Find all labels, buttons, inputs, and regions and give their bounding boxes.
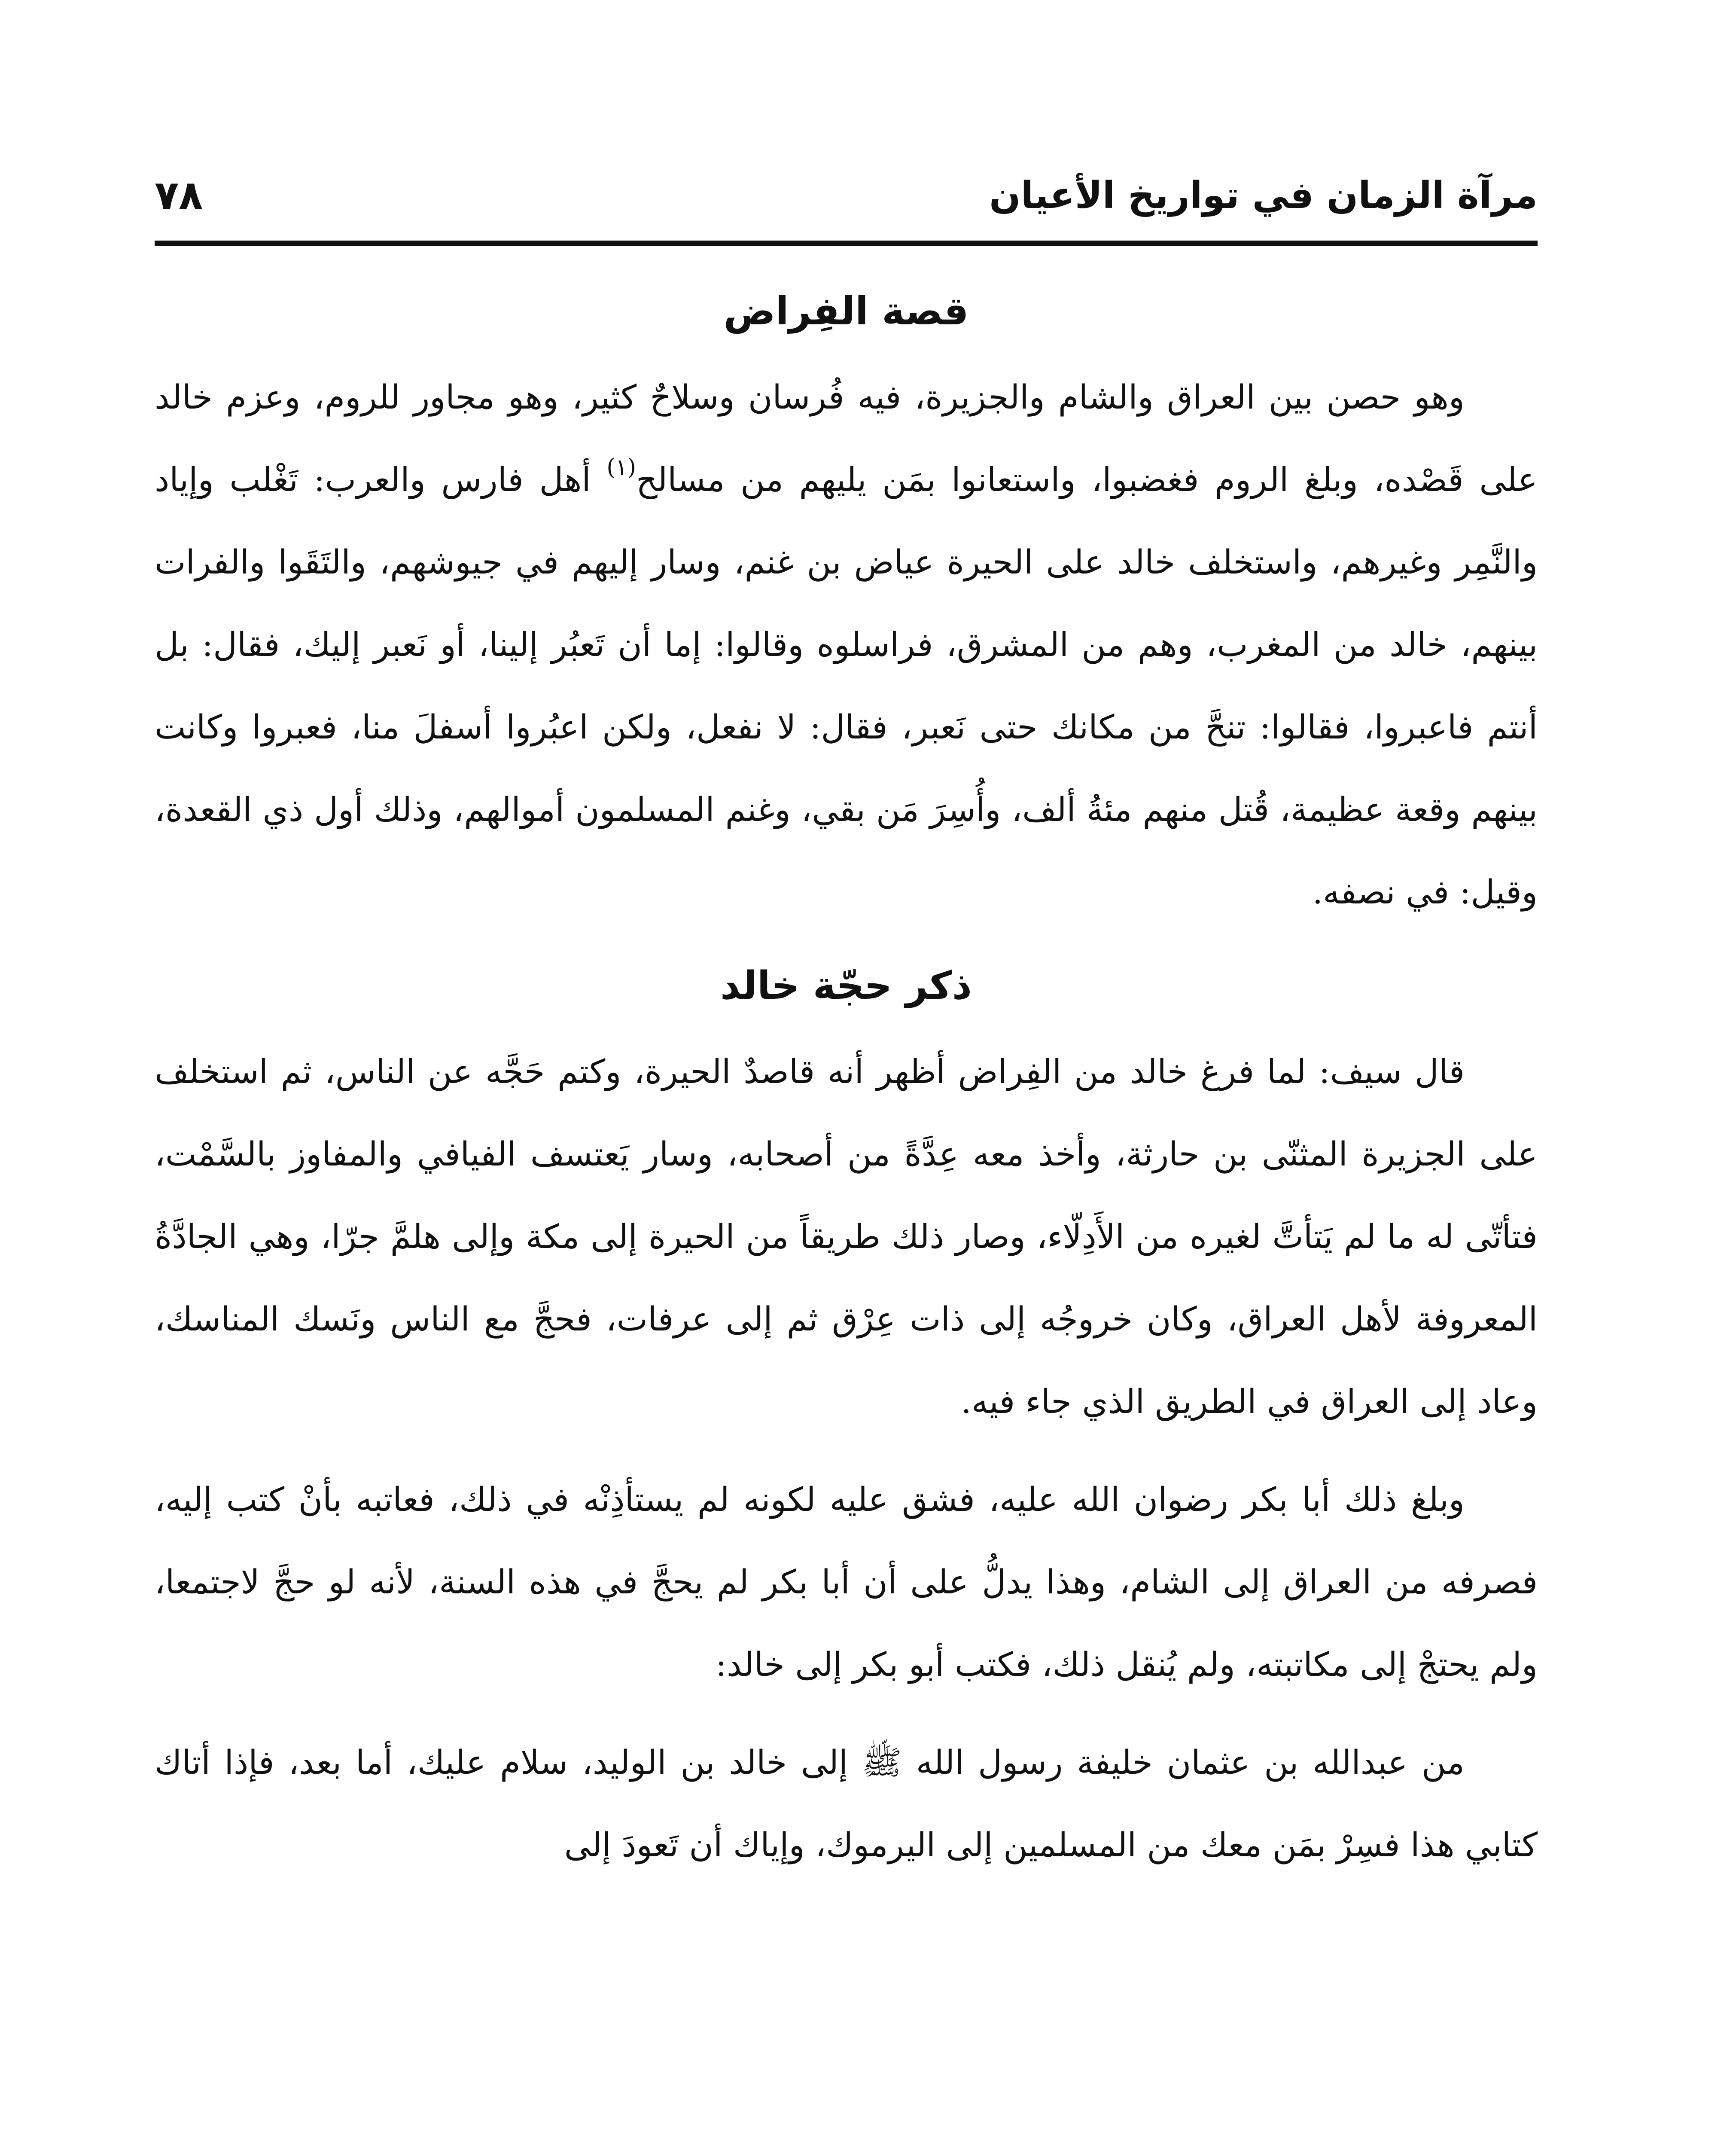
- running-title: مرآة الزمان في تواريخ الأعيان: [989, 174, 1538, 217]
- paragraph-hajj-2: وبلغ ذلك أبا بكر رضوان الله عليه، فشق عليه لكونه لم يستأذِنْه في ذلك، فعاتبه بأنْ كتب إليه، فصرفه من العراق إلى الشام، وهذا يدلُّ على أن أبا بكر لم يحجَّ في هذه السنة، لأنه لو حجَّ لاجتمعا، ولم يحتجْ إلى مكاتبته، ولم يُنقل ذلك، فكتب أبو بكر إلى خالد:: [155, 1481, 1538, 1684]
- paragraph-hajj-3: من عبدالله بن عثمان خليفة رسول الله ﷺ إلى خالد بن الوليد، سلام عليك، أما بعد، فإذا أتاك كتابي هذا فسِرْ بمَن معك من المسلمين إلى اليرموك، وإياك أن تَعودَ إلى: [155, 1744, 1538, 1864]
- paragraph-hajj-1: قال سيف: لما فرغ خالد من الفِراض أظهر أنه قاصدٌ الحيرة، وكتم حَجَّه عن الناس، ثم استخلف على الجزيرة المثنّى بن حارثة، وأخذ معه عِدَّةً من أصحابه، وسار يَعتسف الفيافي والمفاوز بالسَّمْت، فتأتّى له ما لم يَتأتَّ لغيره من الأَدِلّاء، وصار ذلك طريقاً من الحيرة إلى مكة وإلى هلمَّ جرّا، وهي الجادَّةُ المعروفة لأهل العراق، وكان خروجُه إلى ذات عِرْق ثم إلى عرفات، فحجَّ مع الناس ونَسك المناسك، وعاد إلى العراق في الطريق الذي جاء فيه.: [155, 1053, 1538, 1421]
- header-rule: [155, 241, 1538, 246]
- paragraph-firad: [155, 357, 1538, 934]
- page-body: [155, 275, 1538, 1902]
- footnote-reference: (١): [606, 455, 636, 480]
- paragraph-text-continued: أهل فارس والعرب: تَغْلب وإياد والنَّمِر وغيرهم، واستخلف خالد على الحيرة عياض بن غنم، وسار إليهم في جيوشهم، والتَقَوا والفرات بينهم، خالد من المغرب، وهم من المشرق، فراسلوه وقالوا: إما أن تَعبُر إلينا، أو نَعبر إليك، فقال: بل أنتم فاعبروا، فقالوا: تنحَّ من مكانك حتى نَعبر، فقال: لا نفعل، ولكن اعبُروا أسفلَ منا، فعبروا وكانت بينهم وقعة عظيمة، قُتل منهم مئةُ ألف، وأُسِرَ مَن بقي، وغنم المسلمون أموالهم، وذلك أول ذي القعدة، وقيل: في نصفه.: [155, 461, 1538, 912]
- paragraph-text: وهو حصن بين العراق والشام والجزيرة، فيه فُرسان وسلاحٌ كثير، وهو مجاور للروم، وعزم خالد على قَصْده، وبلغ الروم فغضبوا، واستعانوا بمَن يليهم من مسالح: [155, 378, 1538, 499]
- page-header: [155, 155, 1538, 232]
- section-heading-khalid-hajj: ذكر حجّة خالد: [720, 963, 972, 1008]
- section-heading-firad: قصة الفِراض: [723, 289, 969, 334]
- page-number: ٧٨: [155, 172, 203, 218]
